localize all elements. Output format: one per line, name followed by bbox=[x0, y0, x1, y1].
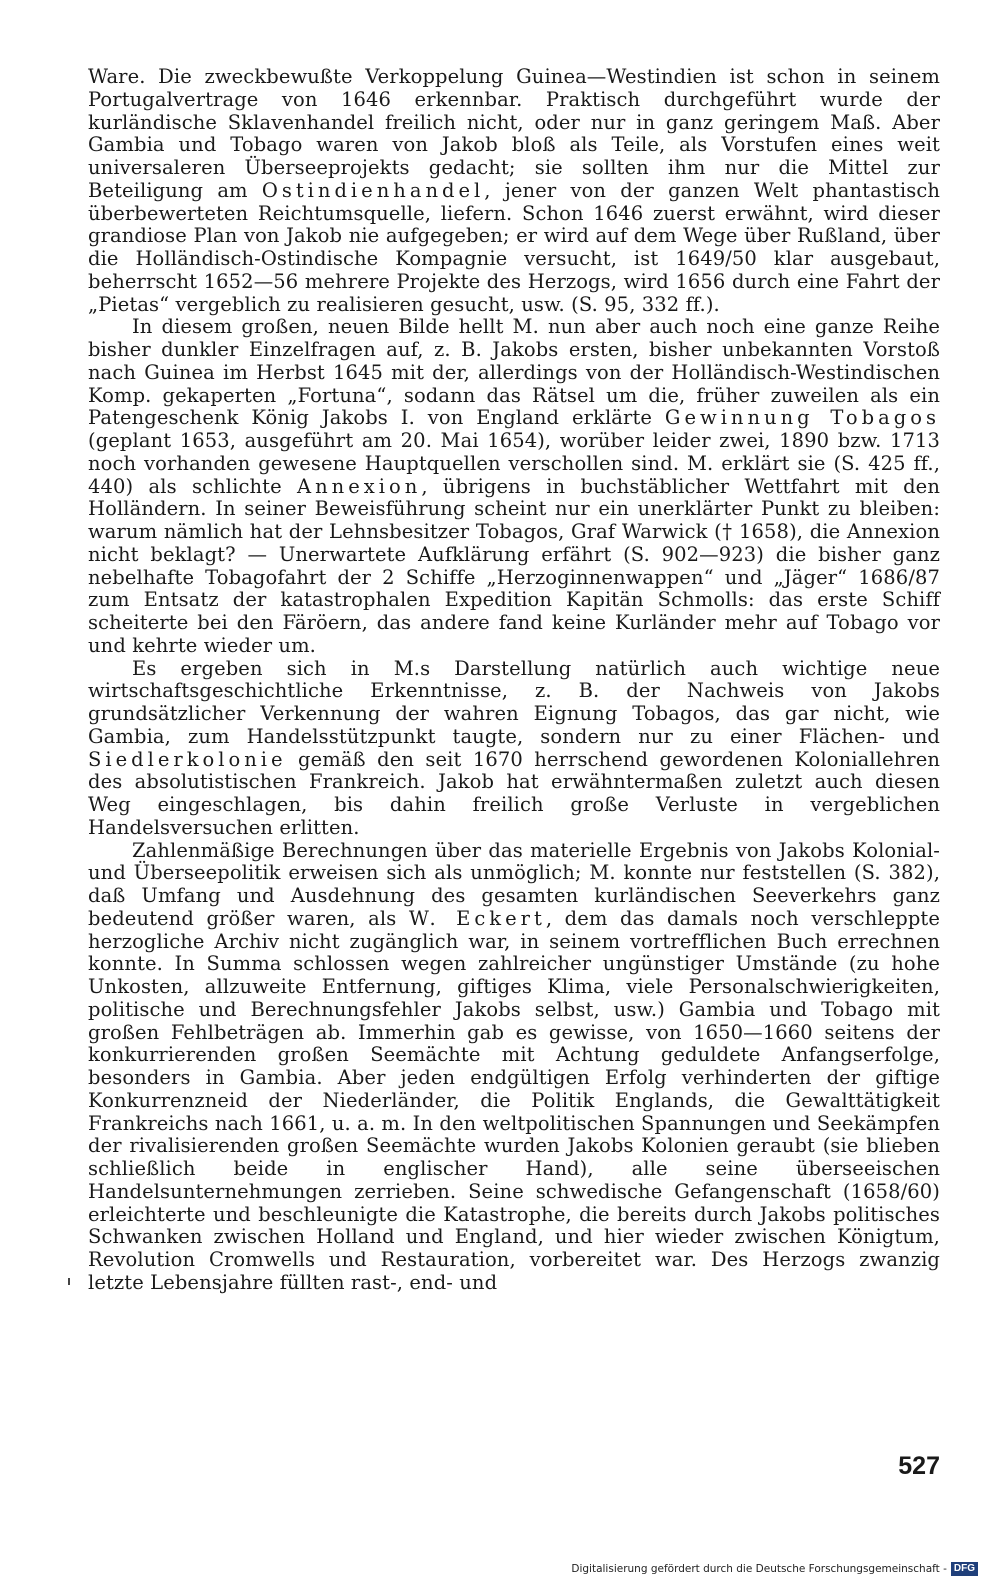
text-run: Ware. Die zweckbewußte Verkoppelung Guinea—Westindien ist schon in seinem Portugalvertrage von 1646 erkennbar. Praktisch durchgeführt wurde der kurländische Sklavenhandel freilich nicht, oder nur in ganz geringem Maß. Aber Gambia und Tobago waren von Jakob bloß als Teile, als Vorstufen eines weit universaleren Überseeprojekts gedacht; sie sollten ihm nur die Mittel zur Beteiligung am bbox=[88, 65, 940, 202]
paragraph-4 bbox=[88, 840, 940, 1295]
paragraph-1 bbox=[88, 66, 940, 316]
text-run: , jener von der ganzen Welt phantastisch überbewerteten Reichtumsquelle, liefern. Schon 1646 zuerst erwähnt, wird dieser grandiose Plan von Jakob nie aufgegeben; er wird auf dem Wege über Rußland, über die Holländisch-Ostindische Kompagnie versucht, ist 1649/50 klar ausgebaut, beherrscht 1652—56 mehrere Projekte des Herzogs, wird 1656 durch eine Fahrt der „Pietas“ vergeblich zu realisieren gesucht, usw. (S. 95, 332 ff.). bbox=[88, 178, 940, 316]
text-run: (geplant 1653, ausgeführt am 20. Mai 1654), worüber leider zwei, 1890 bzw. 1713 noch vorhanden gewesene Hauptquellen verschollen sind. M. erklärt sie (S. 425 ff., 440) als schlichte bbox=[88, 429, 940, 498]
spaced-emphasis: Ostindienhandel bbox=[261, 178, 485, 202]
spaced-emphasis: Gewinnung Tobagos bbox=[664, 406, 940, 430]
text-run: Es ergeben sich in M.s Darstellung natürlich auch wichtige neue wirtschaftsgeschichtliche Erkenntnisse, z. B. der Nachweis von Jakobs grundsätzlicher Verkennung der wahren Eignung Tobagos, das gar nicht, wie Gambia, zum Handelsstützpunkt taugte, sondern nur zu einer Flächen- und bbox=[88, 656, 940, 748]
text-run: , übrigens in buchstäblicher Wettfahrt mit den Holländern. In seiner Beweisführung scheint nur ein unerklärter Punkt zu bleiben: warum nämlich hat der Lehnsbesitzer Tobagos, Graf Warwick († 1658), die Annexion nicht beklagt? — Unerwartete Aufklärung erfährt (S. 902—923) die bisher ganz nebelhafte Tobagofahrt der 2 Schiffe „Herzoginnenwappen“ und „Jäger“ 1686/87 zum Entsatz der katastrophalen Expedition Kapitän Schmolls: das erste Schiff scheiterte bei den Färöern, das andere fand keine Kurländer mehr auf Tobago vor und kehrte wieder um. bbox=[88, 474, 940, 657]
paragraph-3 bbox=[88, 658, 940, 840]
page-body bbox=[88, 66, 940, 1295]
digitization-footer bbox=[571, 1562, 978, 1576]
spaced-emphasis: W. Eckert bbox=[408, 906, 546, 930]
footer-text: Digitalisierung gefördert durch die Deutsche Forschungsgemeinschaft - bbox=[571, 1563, 947, 1575]
dfg-logo-icon: DFG bbox=[951, 1562, 978, 1576]
margin-mark bbox=[68, 1278, 70, 1285]
spaced-emphasis: Annexion bbox=[297, 474, 422, 498]
text-run: In diesem großen, neuen Bilde hellt M. nun aber auch noch eine ganze Reihe bisher dunkler Einzelfragen auf, z. B. Jakobs ersten, bisher unbekannten Vorstoß nach Guinea im Herbst 1645 mit der, allerdings von der Holländisch-Westindischen Komp. gekaperten „Fortuna“, sodann das Rätsel um die, früher zuweilen als ein Patengeschenk König Jakobs I. von England erklärte bbox=[88, 315, 940, 430]
spaced-emphasis: Siedlerkolonie bbox=[88, 747, 287, 771]
page-number: 527 bbox=[898, 1452, 940, 1480]
text-run: Zahlenmäßige Berechnungen über das materielle Ergebnis von Jakobs Kolonial- und Überseepolitik erweisen sich als unmöglich; M. konnte nur feststellen (S. 382), daß Umfang und Ausdehnung des gesamten kurländischen Seeverkehrs ganz bedeutend größer waren, als bbox=[88, 838, 940, 930]
text-run: gemäß den seit 1670 herrschend gewordenen Koloniallehren des absolutistischen Frankreich. Jakob hat erwähntermaßen zuletzt auch diesen Weg eingeschlagen, bis dahin freilich große Verluste in vergeblichen Handelsversuchen erlitten. bbox=[88, 747, 940, 839]
text-run: , dem das damals noch verschleppte herzogliche Archiv nicht zugänglich war, in seinem vortrefflichen Buch errechnen konnte. In Summa schlossen wegen zahlreicher ungünstiger Umstände (zu hohe Unkosten, allzuweite Entfernung, giftiges Klima, viele Personalschwierigkeiten, politische und Berechnungsfehler Jakobs selbst, usw.) Gambia und Tobago mit großen Fehlbeträgen ab. Immerhin gab es gewisse, von 1650—1660 seitens der konkurrierenden großen Seemächte mit Achtung geduldete Anfangserfolge, besonders in Gambia. Aber jeden endgültigen Erfolg verhinderten der giftige Konkurrenzneid der Niederländer, die Politik Englands, die Gewalttätigkeit Frankreichs nach 1661, u. a. m. In den weltpolitischen Spannungen und Seekämpfen der rivalisierenden großen Seemächte wurden Jakobs Kolonien geraubt (sie blieben schließlich beide in englischer Hand), alle seine überseeischen Handelsunternehmungen zerrieben. Seine schwedische Gefangenschaft (1658/60) erleichterte und beschleunigte die Katastrophe, die bereits durch Jakobs politisches Schwanken zwischen Holland und England, und hier wieder zwischen Königtum, Revolution Cromwells und Restauration, vorbereitet war. Des Herzogs zwanzig letzte Lebensjahre füllten rast-, end- und bbox=[88, 906, 941, 1294]
paragraph-2 bbox=[88, 316, 940, 657]
